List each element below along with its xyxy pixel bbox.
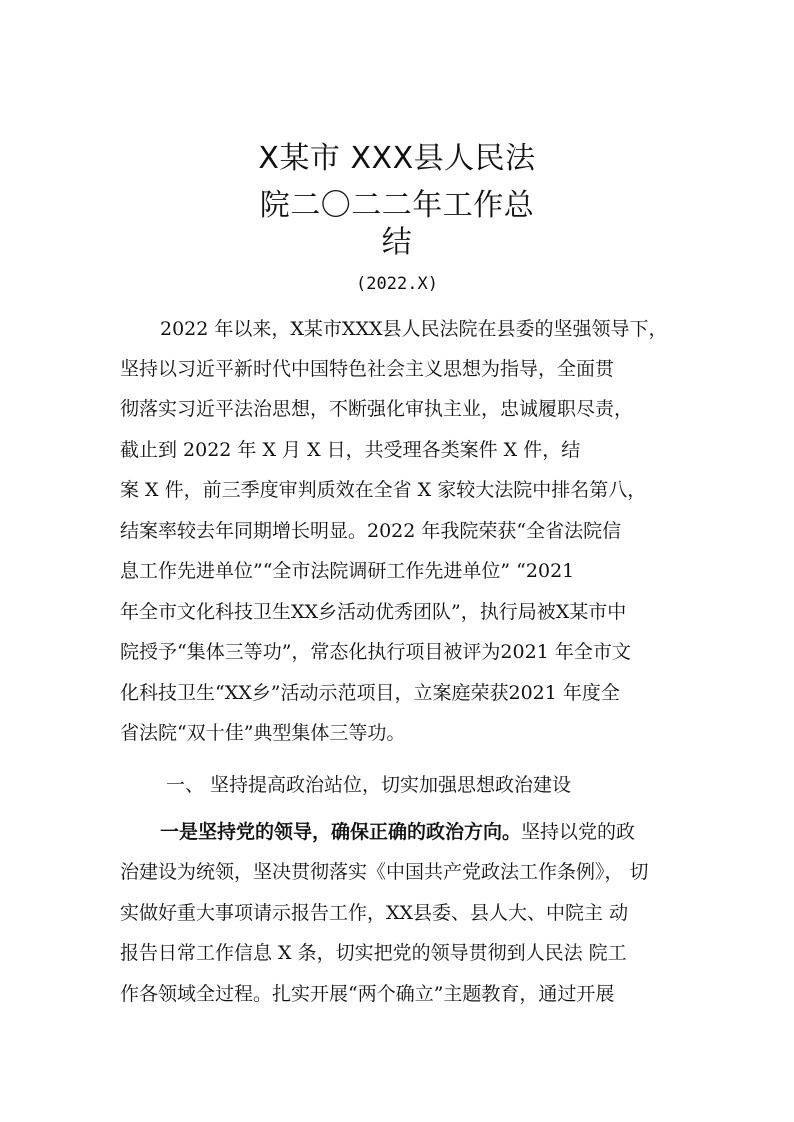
intro-line-5: 案 X 件，前三季度审判质效在全省 X 家较大法院中排名第八， (120, 479, 647, 501)
intro-line-11: 省法院“双十佳”典型集体三等功。 (120, 722, 406, 744)
section-1-heading: 一、 坚持提高政治站位，切实加强思想政治建设 (166, 774, 572, 796)
document-date: (2022.X) (356, 274, 438, 294)
intro-line-1: 2022 年以来，X某市XXX县人民法院在县委的坚强领导下， (160, 318, 668, 340)
section-1-bold-lead: 一是坚持党的领导，确保正确的政治方向。 (160, 821, 522, 843)
intro-line-3: 彻落实习近平法治思想，不断强化审执主业，忠诚履职尽责， (120, 398, 634, 420)
intro-line-4: 截止到 2022 年 X 月 X 日，共受理各类案件 X 件，结 (120, 439, 581, 461)
intro-line-9: 院授予“集体三等功”，常态化执行项目被评为2021 年全市文 (120, 641, 631, 663)
document-title-line-1: X某市 XXX县人民法 (258, 141, 536, 176)
intro-line-2: 坚持以习近平新时代中国特色社会主义思想为指导，全面贯 (120, 358, 615, 380)
document-title-line-2: 院二〇二二年工作总 (259, 188, 535, 223)
document-title-line-3: 结 (381, 225, 413, 260)
section-1-line-2: 治建设为统领，坚决贯彻落实《中国共产党政法工作条例》， 切 (120, 861, 649, 883)
section-1-line-5: 作各领域全过程。扎实开展“两个确立”主题教育，通过开展 (120, 983, 615, 1005)
intro-line-7: 息工作先进单位”“全市法院调研工作先进单位” “2021 (120, 560, 575, 582)
section-1-line-4: 报告日常工作信息 X 条，切实把党的领导贯彻到人民法 院工 (120, 942, 627, 964)
intro-line-10: 化科技卫生“XX乡”活动示范项目，立案庭荣获2021 年度全 (120, 682, 620, 704)
section-1-line-1 (160, 819, 635, 845)
section-1-line-1-rest: 坚持以党的政 (521, 821, 636, 843)
section-1-line-3: 实做好重大事项请示报告工作，XX县委、县人大、中院主 动 (120, 902, 629, 924)
intro-line-8: 年全市文化科技卫生XX乡活动优秀团队”，执行局被X某市中 (120, 601, 627, 623)
intro-line-6: 结案率较去年同期增长明显。2022 年我院荣获“全省法院信 (120, 520, 622, 542)
